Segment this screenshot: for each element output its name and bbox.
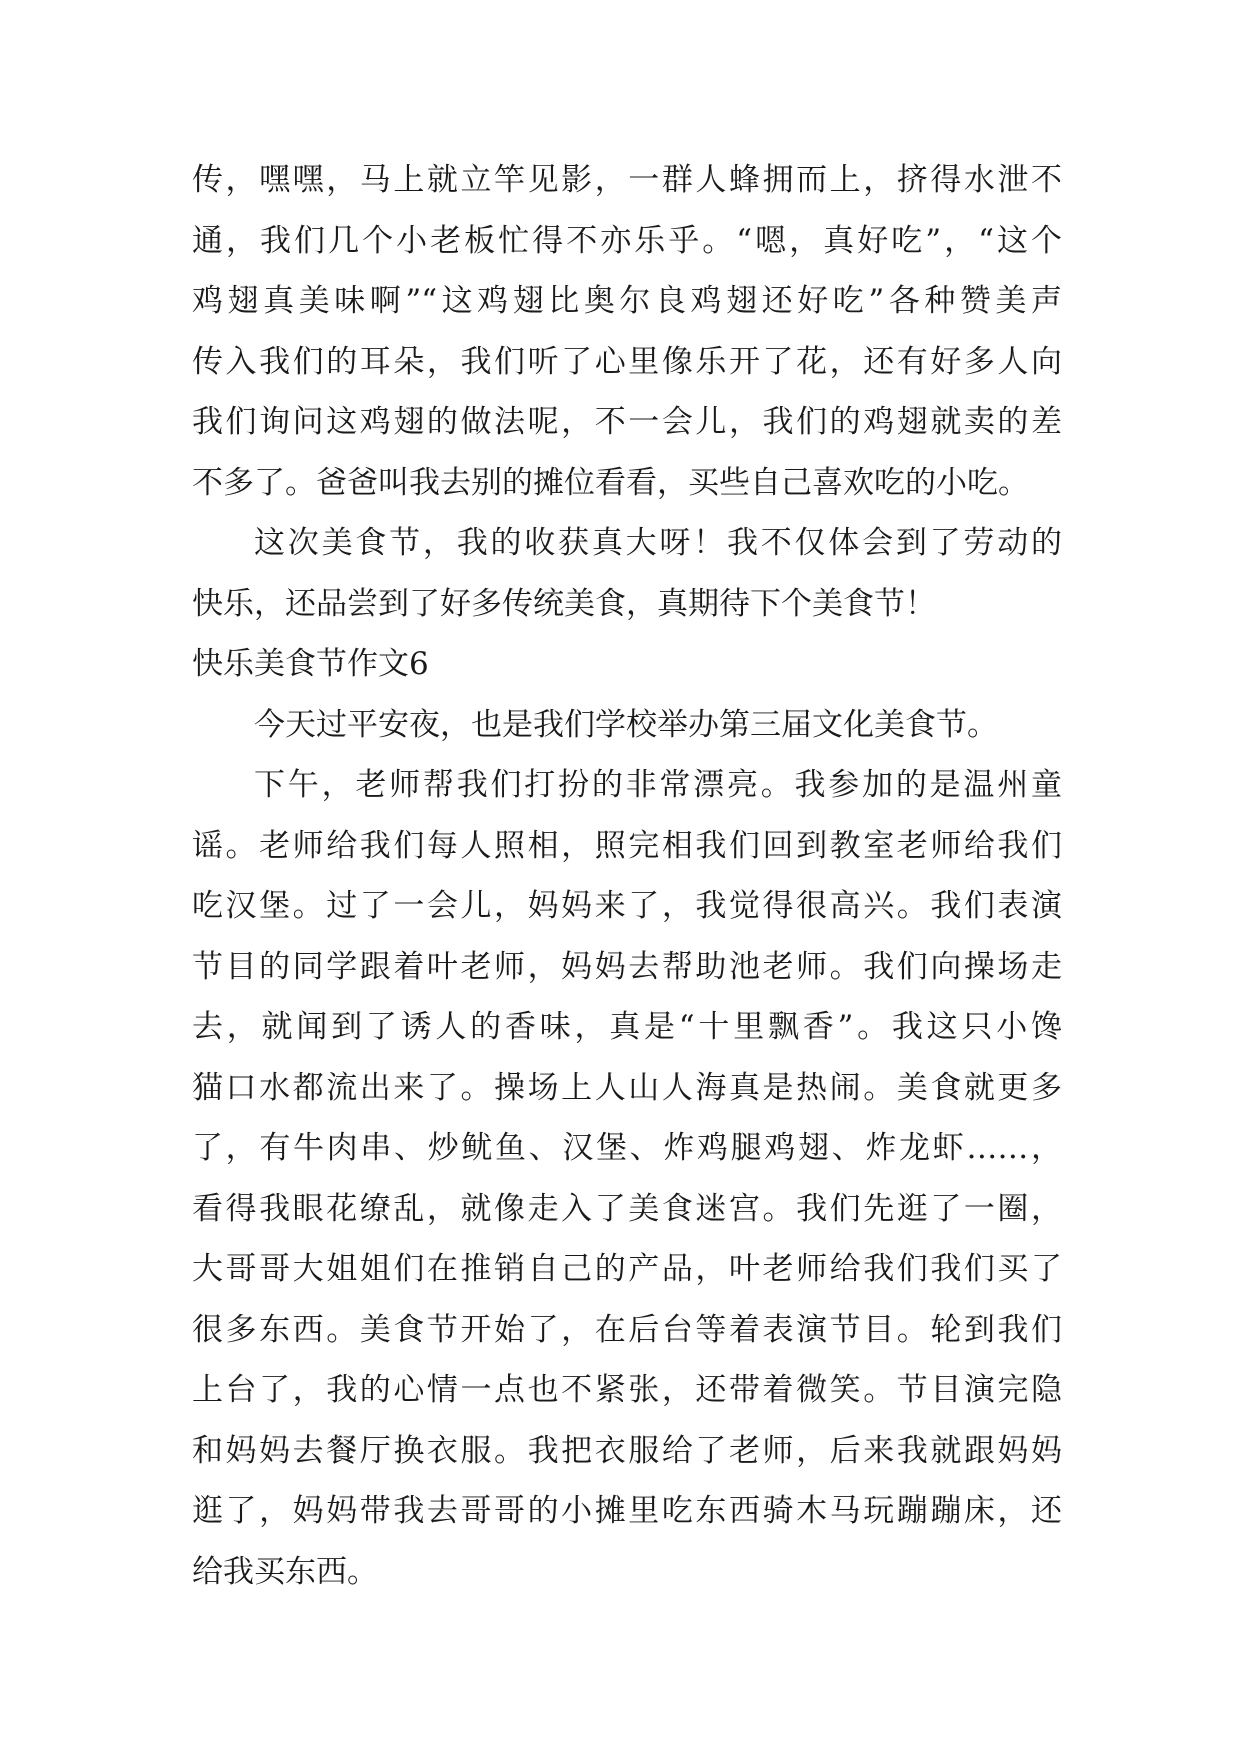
text-line: 猫口水都流出来了。操场上人山人海真是热闹。美食就更多 bbox=[192, 1069, 1062, 1106]
text-line: 快乐，还品尝到了好多传统美食，真期待下个美食节！ bbox=[192, 585, 936, 622]
text-line: 谣。老师给我们每人照相，照完相我们回到教室老师给我们 bbox=[192, 827, 1062, 864]
text-line: 不多了。爸爸叫我去别的摊位看看，买些自己喜欢吃的小吃。 bbox=[192, 464, 1029, 501]
text-line: 鸡翅真美味啊”“这鸡翅比奥尔良鸡翅还好吃”各种赞美声 bbox=[192, 283, 1062, 319]
text-line: 通，我们几个小老板忙得不亦乐乎。“嗯，真好吃”，“这个 bbox=[192, 222, 1062, 259]
text-line: 传，嘿嘿，马上就立竿见影，一群人蜂拥而上，挤得水泄不 bbox=[192, 162, 1062, 198]
text-line: 节目的同学跟着叶老师，妈妈去帮助池老师。我们向操场走 bbox=[192, 948, 1062, 985]
text-line: 看得我眼花缭乱，就像走入了美食迷宫。我们先逛了一圈， bbox=[192, 1190, 1062, 1227]
text-line: 逛了，妈妈带我去哥哥的小摊里吃东西骑木马玩蹦蹦床，还 bbox=[192, 1493, 1062, 1529]
essay-heading: 快乐美食节作文6 bbox=[192, 646, 429, 682]
text-line: 和妈妈去餐厅换衣服。我把衣服给了老师，后来我就跟妈妈 bbox=[192, 1432, 1062, 1469]
paragraph-intro bbox=[192, 695, 1062, 756]
text-line: 大哥哥大姐姐们在推销自己的产品，叶老师给我们我们买了 bbox=[192, 1251, 1062, 1287]
text-line: 下午，老师帮我们打扮的非常漂亮。我参加的是温州童 bbox=[254, 767, 1062, 803]
paragraph-previous-end bbox=[192, 150, 1062, 513]
text-line: 去，就闻到了诱人的香味，真是“十里飘香”。我这只小馋 bbox=[192, 1009, 1062, 1045]
text-line: 了，有牛肉串、炒鱿鱼、汉堡、炸鸡腿鸡翅、炸龙虾……， bbox=[192, 1130, 1062, 1166]
text-line: 这次美食节，我的收获真大呀！我不仅体会到了劳动的 bbox=[254, 525, 1062, 561]
text-line: 今天过平安夜，也是我们学校举办第三届文化美食节。 bbox=[254, 706, 998, 743]
paragraph-main bbox=[192, 755, 1062, 1602]
text-line: 很多东西。美食节开始了，在后台等着表演节目。轮到我们 bbox=[192, 1311, 1062, 1348]
text-line: 给我买东西。 bbox=[192, 1553, 378, 1590]
text-line: 我们询问这鸡翅的做法呢，不一会儿，我们的鸡翅就卖的差 bbox=[192, 404, 1062, 440]
document-page bbox=[192, 150, 1062, 1602]
text-line: 吃汉堡。过了一会儿，妈妈来了，我觉得很高兴。我们表演 bbox=[192, 888, 1062, 924]
text-line: 传入我们的耳朵，我们听了心里像乐开了花，还有好多人向 bbox=[192, 343, 1062, 380]
paragraph-summary bbox=[192, 513, 1062, 634]
text-line: 上台了，我的心情一点也不紧张，还带着微笑。节目演完隐 bbox=[192, 1372, 1062, 1408]
